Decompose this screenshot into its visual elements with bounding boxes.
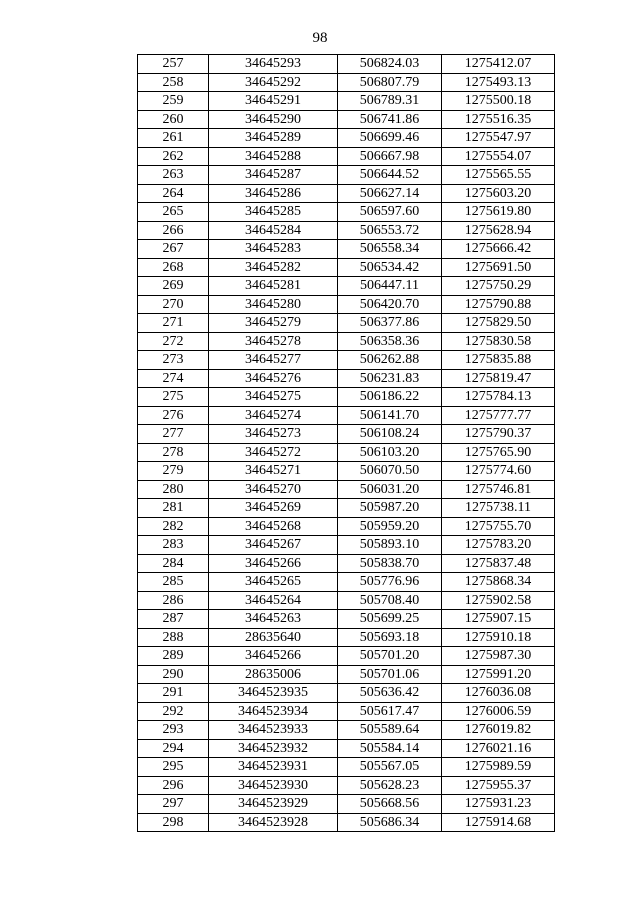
y-coordinate-cell: 1275989.59 xyxy=(442,758,555,777)
table-row xyxy=(138,702,555,721)
point-id-cell: 34645277 xyxy=(209,351,338,370)
coordinates-table xyxy=(137,54,555,832)
point-id-cell: 34645266 xyxy=(209,554,338,573)
x-coordinate-cell: 506699.46 xyxy=(338,129,442,148)
point-number-cell: 260 xyxy=(138,110,209,129)
point-number-cell: 295 xyxy=(138,758,209,777)
x-coordinate-cell: 506824.03 xyxy=(338,55,442,74)
x-coordinate-cell: 505701.06 xyxy=(338,665,442,684)
table-row xyxy=(138,480,555,499)
x-coordinate-cell: 505701.20 xyxy=(338,647,442,666)
y-coordinate-cell: 1275691.50 xyxy=(442,258,555,277)
table-row xyxy=(138,573,555,592)
table-row xyxy=(138,240,555,259)
point-number-cell: 298 xyxy=(138,813,209,832)
y-coordinate-cell: 1275603.20 xyxy=(442,184,555,203)
x-coordinate-cell: 505776.96 xyxy=(338,573,442,592)
table-row xyxy=(138,295,555,314)
point-number-cell: 280 xyxy=(138,480,209,499)
table-row xyxy=(138,758,555,777)
point-number-cell: 276 xyxy=(138,406,209,425)
table-row xyxy=(138,406,555,425)
y-coordinate-cell: 1275910.18 xyxy=(442,628,555,647)
page-number: 98 xyxy=(312,30,328,46)
point-number-cell: 265 xyxy=(138,203,209,222)
y-coordinate-cell: 1276021.16 xyxy=(442,739,555,758)
point-number-cell: 283 xyxy=(138,536,209,555)
point-number-cell: 266 xyxy=(138,221,209,240)
table-row xyxy=(138,332,555,351)
table-row xyxy=(138,129,555,148)
table-row xyxy=(138,203,555,222)
y-coordinate-cell: 1275829.50 xyxy=(442,314,555,333)
point-id-cell: 3464523931 xyxy=(209,758,338,777)
point-number-cell: 279 xyxy=(138,462,209,481)
point-id-cell: 34645268 xyxy=(209,517,338,536)
point-number-cell: 257 xyxy=(138,55,209,74)
y-coordinate-cell: 1275868.34 xyxy=(442,573,555,592)
point-number-cell: 285 xyxy=(138,573,209,592)
x-coordinate-cell: 506447.11 xyxy=(338,277,442,296)
y-coordinate-cell: 1275619.80 xyxy=(442,203,555,222)
table-row xyxy=(138,388,555,407)
x-coordinate-cell: 506741.86 xyxy=(338,110,442,129)
point-number-cell: 277 xyxy=(138,425,209,444)
point-number-cell: 268 xyxy=(138,258,209,277)
point-number-cell: 284 xyxy=(138,554,209,573)
x-coordinate-cell: 506070.50 xyxy=(338,462,442,481)
point-id-cell: 34645287 xyxy=(209,166,338,185)
y-coordinate-cell: 1275914.68 xyxy=(442,813,555,832)
x-coordinate-cell: 505589.64 xyxy=(338,721,442,740)
table-row xyxy=(138,665,555,684)
point-number-cell: 292 xyxy=(138,702,209,721)
y-coordinate-cell: 1275565.55 xyxy=(442,166,555,185)
table-row xyxy=(138,184,555,203)
point-id-cell: 34645271 xyxy=(209,462,338,481)
y-coordinate-cell: 1275777.77 xyxy=(442,406,555,425)
y-coordinate-cell: 1275547.97 xyxy=(442,129,555,148)
x-coordinate-cell: 505668.56 xyxy=(338,795,442,814)
x-coordinate-cell: 505959.20 xyxy=(338,517,442,536)
x-coordinate-cell: 506553.72 xyxy=(338,221,442,240)
point-id-cell: 34645276 xyxy=(209,369,338,388)
point-id-cell: 34645264 xyxy=(209,591,338,610)
table-row xyxy=(138,554,555,573)
y-coordinate-cell: 1275830.58 xyxy=(442,332,555,351)
point-id-cell: 34645285 xyxy=(209,203,338,222)
table-row xyxy=(138,73,555,92)
point-number-cell: 258 xyxy=(138,73,209,92)
table-row xyxy=(138,351,555,370)
y-coordinate-cell: 1275931.23 xyxy=(442,795,555,814)
table-row xyxy=(138,536,555,555)
point-id-cell: 34645270 xyxy=(209,480,338,499)
y-coordinate-cell: 1275666.42 xyxy=(442,240,555,259)
y-coordinate-cell: 1275991.20 xyxy=(442,665,555,684)
y-coordinate-cell: 1275783.20 xyxy=(442,536,555,555)
table-row xyxy=(138,813,555,832)
point-number-cell: 269 xyxy=(138,277,209,296)
point-id-cell: 34645288 xyxy=(209,147,338,166)
x-coordinate-cell: 506627.14 xyxy=(338,184,442,203)
x-coordinate-cell: 506667.98 xyxy=(338,147,442,166)
y-coordinate-cell: 1275774.60 xyxy=(442,462,555,481)
x-coordinate-cell: 505708.40 xyxy=(338,591,442,610)
table-row xyxy=(138,628,555,647)
table-row xyxy=(138,369,555,388)
x-coordinate-cell: 506186.22 xyxy=(338,388,442,407)
y-coordinate-cell: 1275554.07 xyxy=(442,147,555,166)
point-number-cell: 259 xyxy=(138,92,209,111)
x-coordinate-cell: 506108.24 xyxy=(338,425,442,444)
x-coordinate-cell: 506031.20 xyxy=(338,480,442,499)
point-number-cell: 281 xyxy=(138,499,209,518)
point-id-cell: 34645286 xyxy=(209,184,338,203)
point-id-cell: 34645279 xyxy=(209,314,338,333)
table-row xyxy=(138,221,555,240)
table-row xyxy=(138,166,555,185)
x-coordinate-cell: 506597.60 xyxy=(338,203,442,222)
x-coordinate-cell: 505699.25 xyxy=(338,610,442,629)
x-coordinate-cell: 505567.05 xyxy=(338,758,442,777)
point-number-cell: 294 xyxy=(138,739,209,758)
table-row xyxy=(138,258,555,277)
x-coordinate-cell: 506231.83 xyxy=(338,369,442,388)
y-coordinate-cell: 1275750.29 xyxy=(442,277,555,296)
point-number-cell: 289 xyxy=(138,647,209,666)
x-coordinate-cell: 505893.10 xyxy=(338,536,442,555)
x-coordinate-cell: 505636.42 xyxy=(338,684,442,703)
y-coordinate-cell: 1275755.70 xyxy=(442,517,555,536)
y-coordinate-cell: 1275819.47 xyxy=(442,369,555,388)
x-coordinate-cell: 505838.70 xyxy=(338,554,442,573)
point-number-cell: 270 xyxy=(138,295,209,314)
y-coordinate-cell: 1275835.88 xyxy=(442,351,555,370)
y-coordinate-cell: 1275902.58 xyxy=(442,591,555,610)
table-row xyxy=(138,517,555,536)
table-row xyxy=(138,610,555,629)
table-row xyxy=(138,314,555,333)
x-coordinate-cell: 506420.70 xyxy=(338,295,442,314)
y-coordinate-cell: 1276006.59 xyxy=(442,702,555,721)
point-id-cell: 34645266 xyxy=(209,647,338,666)
point-id-cell: 34645272 xyxy=(209,443,338,462)
point-id-cell: 34645284 xyxy=(209,221,338,240)
y-coordinate-cell: 1275907.15 xyxy=(442,610,555,629)
table-row xyxy=(138,147,555,166)
point-number-cell: 290 xyxy=(138,665,209,684)
point-number-cell: 264 xyxy=(138,184,209,203)
point-number-cell: 297 xyxy=(138,795,209,814)
x-coordinate-cell: 506807.79 xyxy=(338,73,442,92)
point-id-cell: 3464523930 xyxy=(209,776,338,795)
point-number-cell: 262 xyxy=(138,147,209,166)
y-coordinate-cell: 1275955.37 xyxy=(442,776,555,795)
y-coordinate-cell: 1275746.81 xyxy=(442,480,555,499)
table-row xyxy=(138,776,555,795)
y-coordinate-cell: 1275837.48 xyxy=(442,554,555,573)
y-coordinate-cell: 1275500.18 xyxy=(442,92,555,111)
x-coordinate-cell: 506103.20 xyxy=(338,443,442,462)
table-row xyxy=(138,499,555,518)
point-id-cell: 34645293 xyxy=(209,55,338,74)
table-row xyxy=(138,739,555,758)
y-coordinate-cell: 1275738.11 xyxy=(442,499,555,518)
x-coordinate-cell: 506789.31 xyxy=(338,92,442,111)
point-id-cell: 34645278 xyxy=(209,332,338,351)
table-row xyxy=(138,55,555,74)
table-row xyxy=(138,721,555,740)
point-number-cell: 272 xyxy=(138,332,209,351)
point-id-cell: 34645291 xyxy=(209,92,338,111)
point-number-cell: 291 xyxy=(138,684,209,703)
point-number-cell: 275 xyxy=(138,388,209,407)
x-coordinate-cell: 505584.14 xyxy=(338,739,442,758)
x-coordinate-cell: 506262.88 xyxy=(338,351,442,370)
x-coordinate-cell: 505686.34 xyxy=(338,813,442,832)
point-id-cell: 34645289 xyxy=(209,129,338,148)
y-coordinate-cell: 1275516.35 xyxy=(442,110,555,129)
y-coordinate-cell: 1276019.82 xyxy=(442,721,555,740)
y-coordinate-cell: 1275765.90 xyxy=(442,443,555,462)
table-row xyxy=(138,684,555,703)
table-row xyxy=(138,277,555,296)
point-id-cell: 3464523932 xyxy=(209,739,338,758)
table-row xyxy=(138,110,555,129)
table-row xyxy=(138,443,555,462)
table-row xyxy=(138,462,555,481)
y-coordinate-cell: 1275784.13 xyxy=(442,388,555,407)
point-id-cell: 3464523929 xyxy=(209,795,338,814)
point-id-cell: 34645267 xyxy=(209,536,338,555)
x-coordinate-cell: 505693.18 xyxy=(338,628,442,647)
point-id-cell: 28635006 xyxy=(209,665,338,684)
table-row xyxy=(138,425,555,444)
table-row xyxy=(138,647,555,666)
point-number-cell: 263 xyxy=(138,166,209,185)
x-coordinate-cell: 505987.20 xyxy=(338,499,442,518)
point-id-cell: 34645274 xyxy=(209,406,338,425)
point-number-cell: 278 xyxy=(138,443,209,462)
point-id-cell: 34645275 xyxy=(209,388,338,407)
point-id-cell: 34645282 xyxy=(209,258,338,277)
y-coordinate-cell: 1275790.37 xyxy=(442,425,555,444)
table-row xyxy=(138,795,555,814)
table-body xyxy=(138,55,555,832)
point-id-cell: 34645273 xyxy=(209,425,338,444)
point-number-cell: 293 xyxy=(138,721,209,740)
x-coordinate-cell: 506644.52 xyxy=(338,166,442,185)
point-number-cell: 288 xyxy=(138,628,209,647)
x-coordinate-cell: 506558.34 xyxy=(338,240,442,259)
point-number-cell: 286 xyxy=(138,591,209,610)
point-id-cell: 34645290 xyxy=(209,110,338,129)
x-coordinate-cell: 506377.86 xyxy=(338,314,442,333)
point-number-cell: 287 xyxy=(138,610,209,629)
y-coordinate-cell: 1275790.88 xyxy=(442,295,555,314)
x-coordinate-cell: 506141.70 xyxy=(338,406,442,425)
y-coordinate-cell: 1275493.13 xyxy=(442,73,555,92)
point-id-cell: 34645280 xyxy=(209,295,338,314)
x-coordinate-cell: 505617.47 xyxy=(338,702,442,721)
point-id-cell: 3464523935 xyxy=(209,684,338,703)
point-number-cell: 271 xyxy=(138,314,209,333)
y-coordinate-cell: 1275987.30 xyxy=(442,647,555,666)
point-id-cell: 3464523933 xyxy=(209,721,338,740)
y-coordinate-cell: 1275412.07 xyxy=(442,55,555,74)
x-coordinate-cell: 506358.36 xyxy=(338,332,442,351)
point-id-cell: 28635640 xyxy=(209,628,338,647)
point-number-cell: 267 xyxy=(138,240,209,259)
x-coordinate-cell: 506534.42 xyxy=(338,258,442,277)
y-coordinate-cell: 1276036.08 xyxy=(442,684,555,703)
point-id-cell: 34645283 xyxy=(209,240,338,259)
point-id-cell: 34645292 xyxy=(209,73,338,92)
point-number-cell: 274 xyxy=(138,369,209,388)
point-number-cell: 261 xyxy=(138,129,209,148)
point-number-cell: 282 xyxy=(138,517,209,536)
point-id-cell: 34645281 xyxy=(209,277,338,296)
x-coordinate-cell: 505628.23 xyxy=(338,776,442,795)
table-row xyxy=(138,92,555,111)
point-id-cell: 3464523934 xyxy=(209,702,338,721)
point-number-cell: 273 xyxy=(138,351,209,370)
point-id-cell: 34645269 xyxy=(209,499,338,518)
point-id-cell: 34645263 xyxy=(209,610,338,629)
point-id-cell: 34645265 xyxy=(209,573,338,592)
point-number-cell: 296 xyxy=(138,776,209,795)
point-id-cell: 3464523928 xyxy=(209,813,338,832)
y-coordinate-cell: 1275628.94 xyxy=(442,221,555,240)
table-row xyxy=(138,591,555,610)
